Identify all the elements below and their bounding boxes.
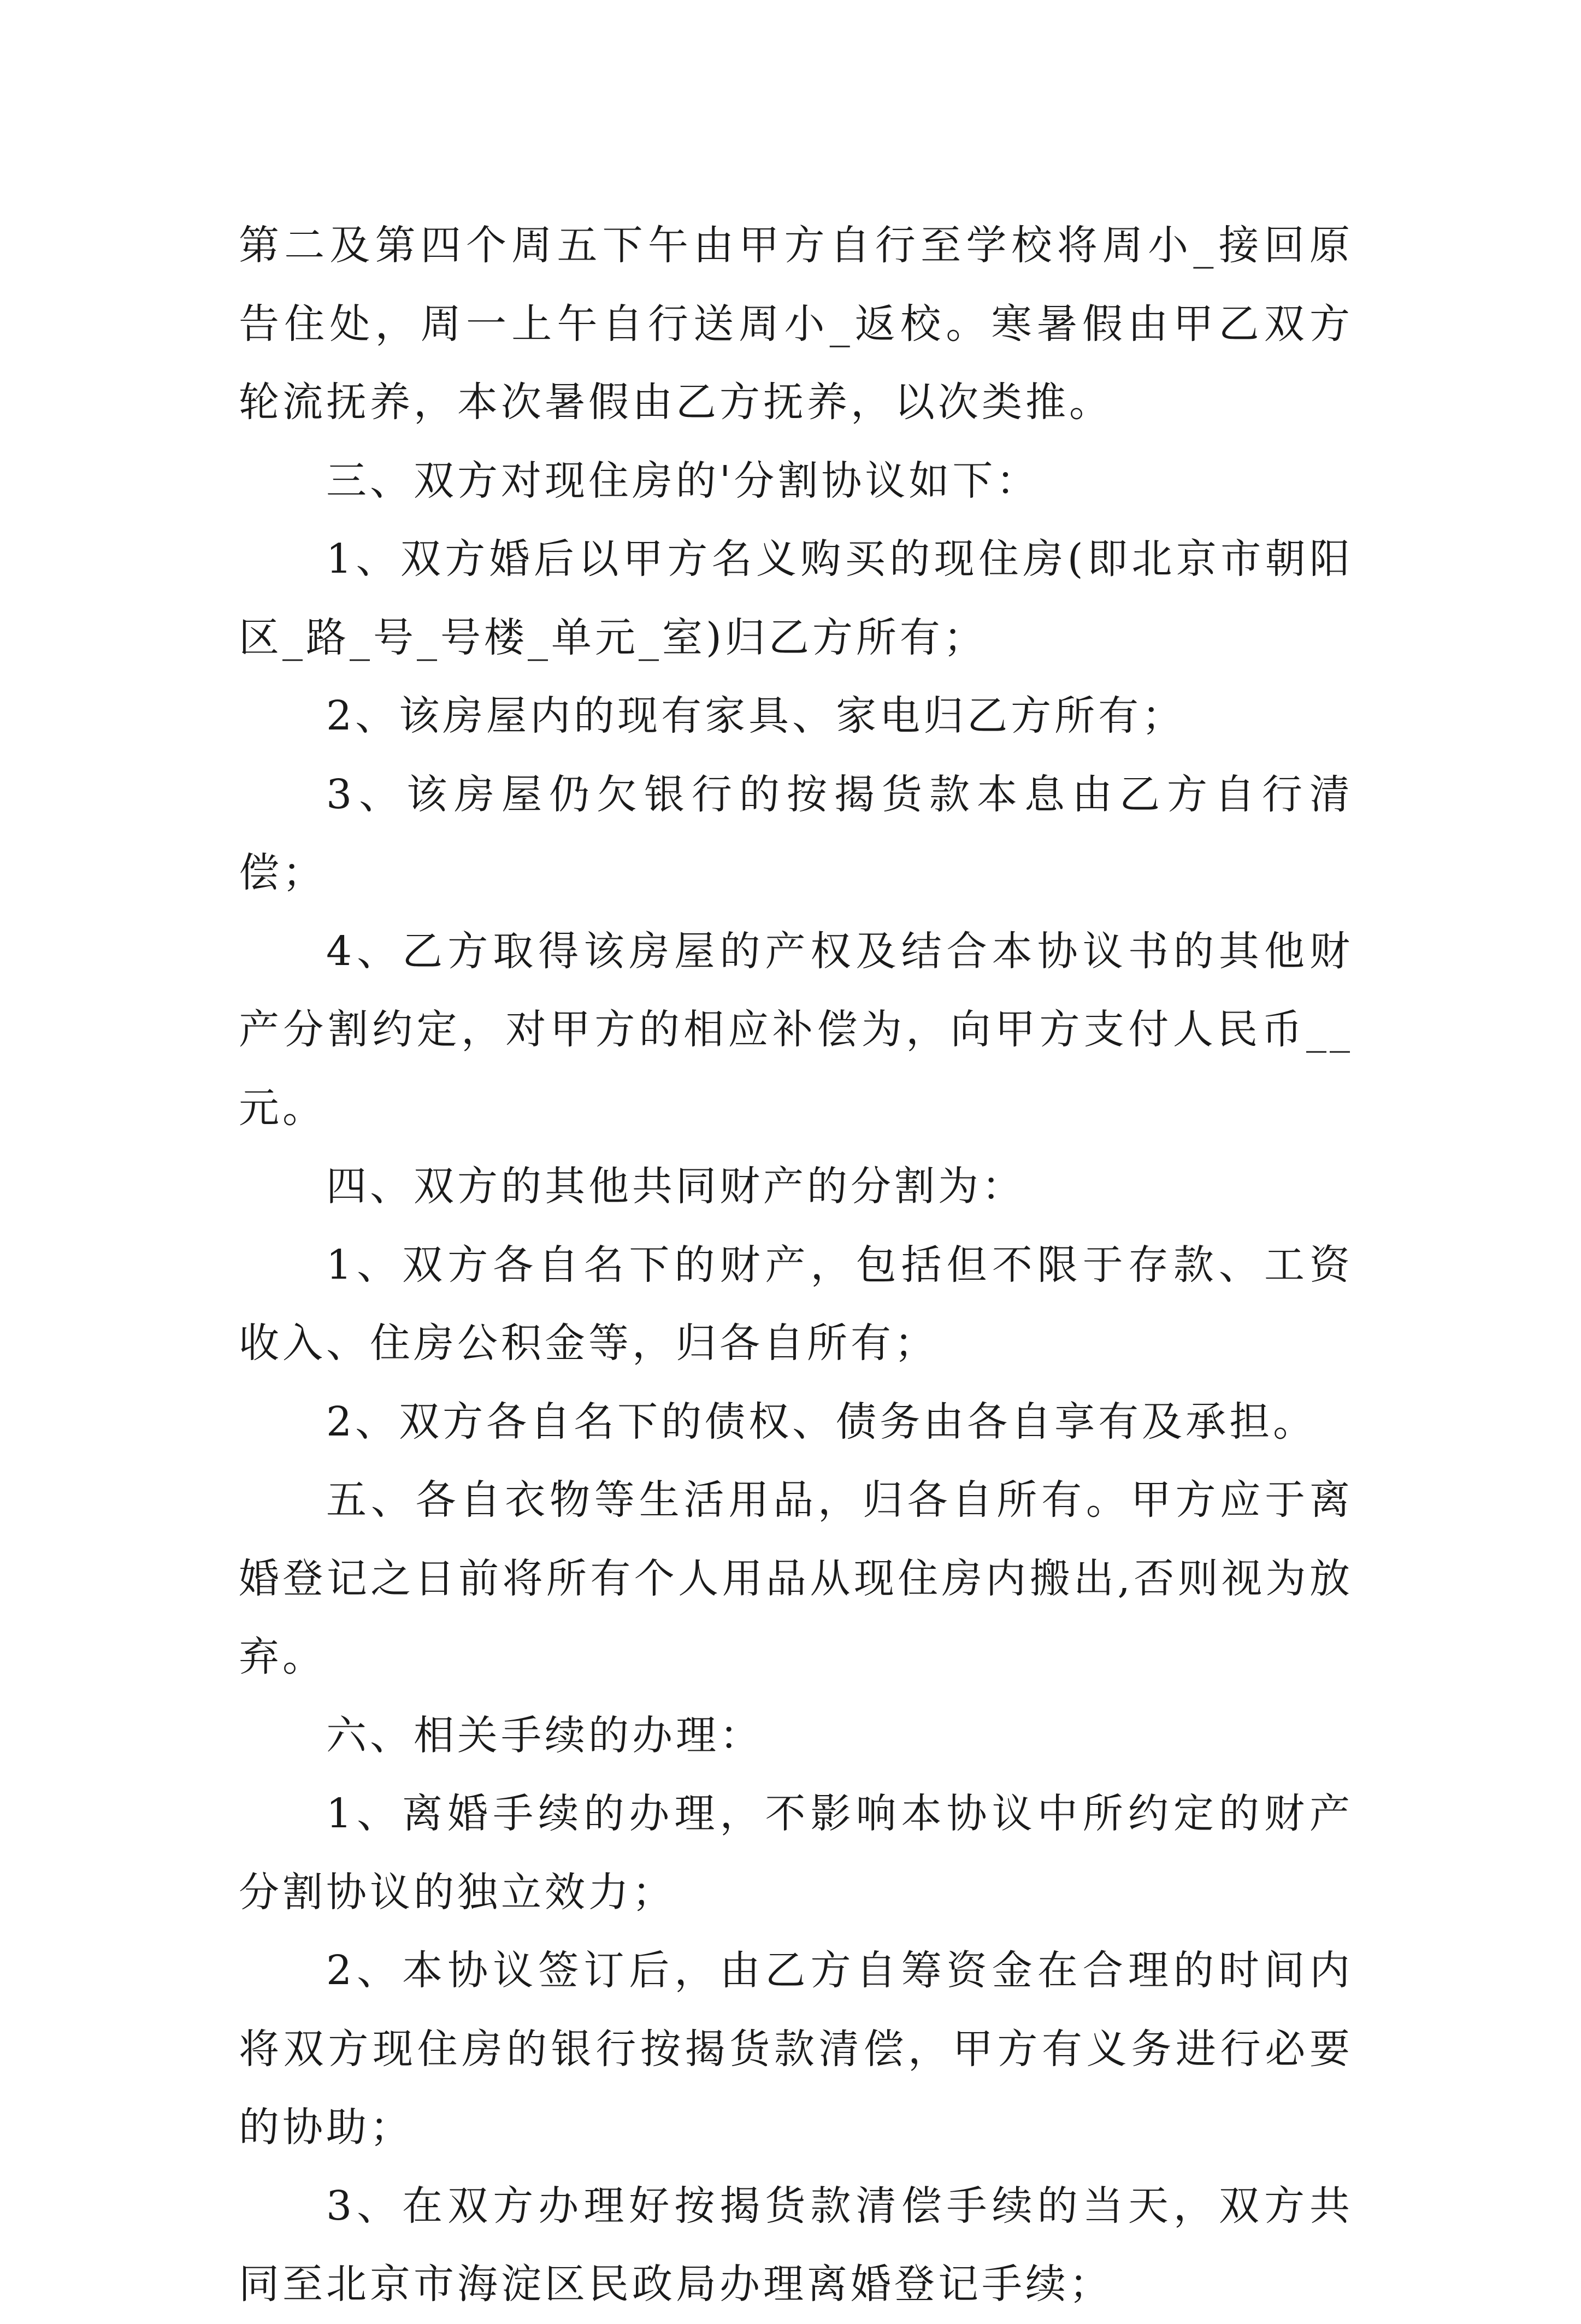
clause-6-3-registration: 3、在双方办理好按揭货款清偿手续的当天，双方共同至北京市海淀区民政局办理离婚登记手续； <box>239 2182 1353 2308</box>
heading-section-4-property: 四、双方的其他共同财产的分割为： <box>326 1163 1025 1210</box>
document-body <box>239 207 1353 2324</box>
clause-3-4-compensation: 4、乙方取得该房屋的产权及结合本协议书的其他财产分割约定，对甲方的相应补偿为，向甲方支付人民币__元。 <box>239 927 1353 1132</box>
clause-6-1-divorce-procedure: 1、离婚手续的办理，不影响本协议中所约定的财产分割协议的独立效力； <box>239 1790 1353 1916</box>
clause-3-2-furniture: 2、该房屋内的现有家具、家电归乙方所有； <box>326 692 1186 739</box>
clause-4-1-personal-assets: 1、双方各自名下的财产，包括但不限于存款、工资收入、住房公积金等，归各自所有； <box>239 1241 1353 1367</box>
clause-3-3-mortgage: 3、该房屋仍欠银行的按揭货款本息由乙方自行清偿； <box>239 770 1353 896</box>
section-5-personal-items: 五、各自衣物等生活用品，归各自所有。甲方应于离婚登记之日前将所有个人用品从现住房内搬出,否则视为放弃。 <box>239 1476 1353 1680</box>
clause-4-2-debts: 2、双方各自名下的债权、债务由各自享有及承担。 <box>326 1398 1317 1445</box>
clause-6-2-loan-repayment: 2、本协议签订后，由乙方自筹资金在合理的时间内将双方现住房的银行按揭货款清偿，甲方有义务进行必要的协助； <box>239 1947 1353 2151</box>
paragraph-custody-schedule: 第二及第四个周五下午由甲方自行至学校将周小_接回原告住处，周一上午自行送周小_返校。寒暑假由甲乙双方轮流抚养，本次暑假由乙方抚养，以次类推。 <box>239 222 1353 426</box>
heading-section-3-housing: 三、双方对现住房的'分割协议如下： <box>326 457 1040 504</box>
heading-section-6-procedures: 六、相关手续的办理： <box>326 1711 763 1759</box>
clause-3-1-house-ownership: 1、双方婚后以甲方名义购买的现住房(即北京市朝阳区_路_号_号楼_单元_室)归乙方所有； <box>239 536 1353 661</box>
